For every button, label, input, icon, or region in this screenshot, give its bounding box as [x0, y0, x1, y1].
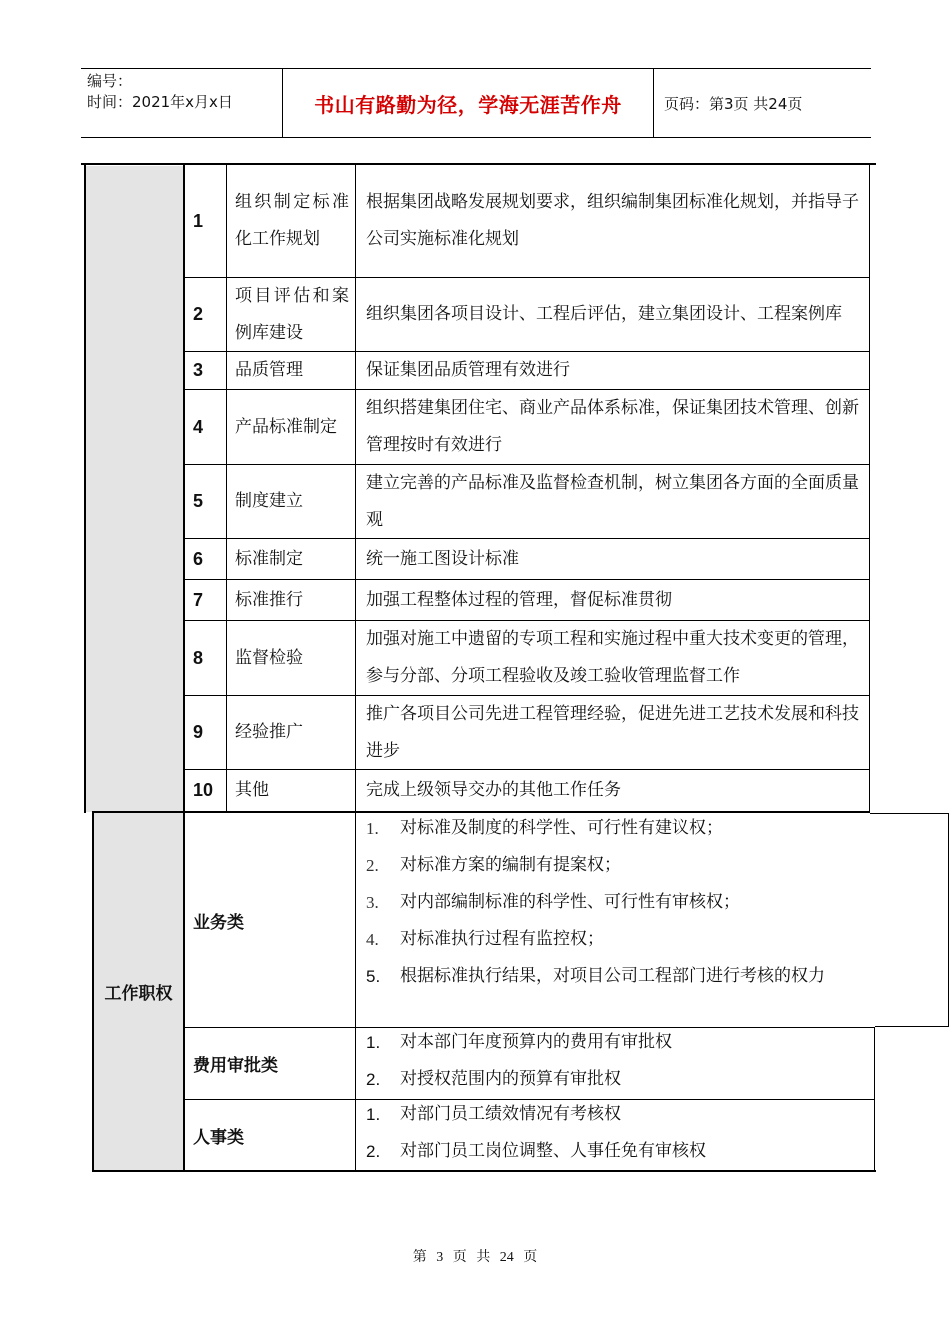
motto: 书山有路勤为径，学海无涯苦作舟: [314, 92, 622, 117]
item-number: 1.: [366, 1105, 381, 1124]
item-number: 5.: [366, 967, 381, 986]
duty-title: 项目评估和案例库建设: [235, 285, 349, 343]
duty-title: 品质管理: [235, 360, 303, 380]
item-number: 3.: [366, 893, 379, 912]
duty-title: 产品标准制定: [235, 416, 337, 437]
duty-number: 8: [193, 647, 204, 668]
authority-label: 工作职权: [104, 984, 173, 1004]
header-meta: [87, 71, 233, 113]
item-number: 2.: [366, 1142, 381, 1161]
duty-number: 5: [193, 491, 204, 511]
item-number: 1.: [366, 1033, 381, 1052]
duty-description: 组织搭建集团住宅、商业产品体系标准，保证集团技术管理、创新管理按时有效进行: [366, 398, 859, 455]
duty-description: 组织集团各项目设计、工程后评估，建立集团设计、工程案例库: [366, 304, 842, 324]
page-header: [81, 68, 871, 138]
authority-list-personnel: [366, 1096, 866, 1170]
duty-number: 4: [193, 416, 204, 437]
item-text: 对标准执行过程有监控权；: [400, 929, 604, 949]
offset-box-bottom: [875, 1026, 949, 1027]
duty-number: 7: [193, 589, 204, 610]
duty-number: 3: [193, 360, 204, 380]
duty-title: 标准制定: [235, 548, 303, 569]
list-item: [366, 1133, 866, 1170]
item-number: 4.: [366, 930, 379, 949]
item-number: 2.: [366, 1070, 381, 1089]
item-text: 对内部编制标准的科学性、可行性有审核权；: [400, 892, 740, 912]
table-bottom-border: [92, 1170, 876, 1172]
list-item: [366, 810, 866, 847]
authority-list-business: [366, 810, 866, 995]
authority-category: 业务类: [193, 912, 244, 933]
duty-number: 10: [193, 780, 214, 800]
header-motto-box: [282, 69, 654, 137]
duty-description: 根据集团战略发展规划要求，组织编制集团标准化规划，并指导子公司实施标准化规划: [366, 192, 859, 249]
duty-description: 加强对施工中遗留的专项工程和实施过程中重大技术变更的管理，参与分部、分项工程验收及竣工验收管理监督工作: [366, 629, 859, 686]
duty-title: 监督检验: [235, 647, 303, 668]
duty-description: 完成上级领导交办的其他工作任务: [366, 780, 621, 800]
duty-number: 2: [193, 304, 204, 324]
list-item: [366, 1061, 866, 1098]
item-text: 根据标准执行结果，对项目公司工程部门进行考核的权力: [400, 966, 825, 986]
date-line: 时间：2021年x月x日: [87, 93, 233, 111]
authority-list-expense: [366, 1024, 866, 1098]
offset-box-right: [948, 813, 949, 1027]
table-left-border-top: [84, 163, 86, 813]
duty-description: 保证集团品质管理有效进行: [366, 360, 570, 380]
duty-description: 统一施工图设计标准: [366, 548, 519, 569]
item-text: 对标准方案的编制有提案权；: [400, 855, 621, 875]
table-right-border-top: [869, 163, 870, 813]
duty-title: 制度建立: [235, 491, 303, 511]
item-text: 对部门员工岗位调整、人事任免有审核权: [400, 1141, 706, 1161]
item-number: 1.: [366, 819, 379, 838]
item-text: 对授权范围内的预算有审批权: [400, 1069, 621, 1089]
duty-number: 1: [193, 210, 204, 231]
duty-number: 9: [193, 722, 204, 742]
authority-category: 人事类: [193, 1127, 244, 1148]
duty-title: 经验推广: [235, 722, 303, 742]
duty-title: 组织制定标准化工作规划: [235, 192, 349, 249]
item-text: 对本部门年度预算内的费用有审批权: [400, 1032, 672, 1052]
list-item: [366, 1096, 866, 1133]
duty-description: 推广各项目公司先进工程管理经验，促进先进工艺技术发展和科技进步: [366, 703, 859, 761]
duty-description: 加强工程整体过程的管理，督促标准贯彻: [366, 589, 672, 610]
list-item: [366, 847, 866, 884]
item-text: 对标准及制度的科学性、可行性有建议权；: [400, 818, 723, 838]
code-label: 编号：: [87, 72, 133, 90]
duty-description: 建立完善的产品标准及监督检查机制，树立集团各方面的全面质量观: [366, 472, 859, 530]
list-item: [366, 921, 866, 958]
side-column-shade-top: [86, 166, 184, 812]
duty-title: 其他: [235, 780, 269, 800]
list-item: [366, 1024, 866, 1061]
duty-title: 标准推行: [235, 589, 303, 610]
page-info: 页码：第3页 共24页: [664, 94, 803, 113]
list-item: [366, 884, 866, 921]
list-item: [366, 958, 866, 995]
item-text: 对部门员工绩效情况有考核权: [400, 1104, 621, 1124]
duty-number: 6: [193, 548, 204, 569]
offset-box-top: [870, 813, 949, 814]
page-footer: 第 3 页 共 24 页: [412, 1250, 538, 1265]
authority-category: 费用审批类: [193, 1056, 278, 1076]
item-number: 2.: [366, 856, 379, 875]
